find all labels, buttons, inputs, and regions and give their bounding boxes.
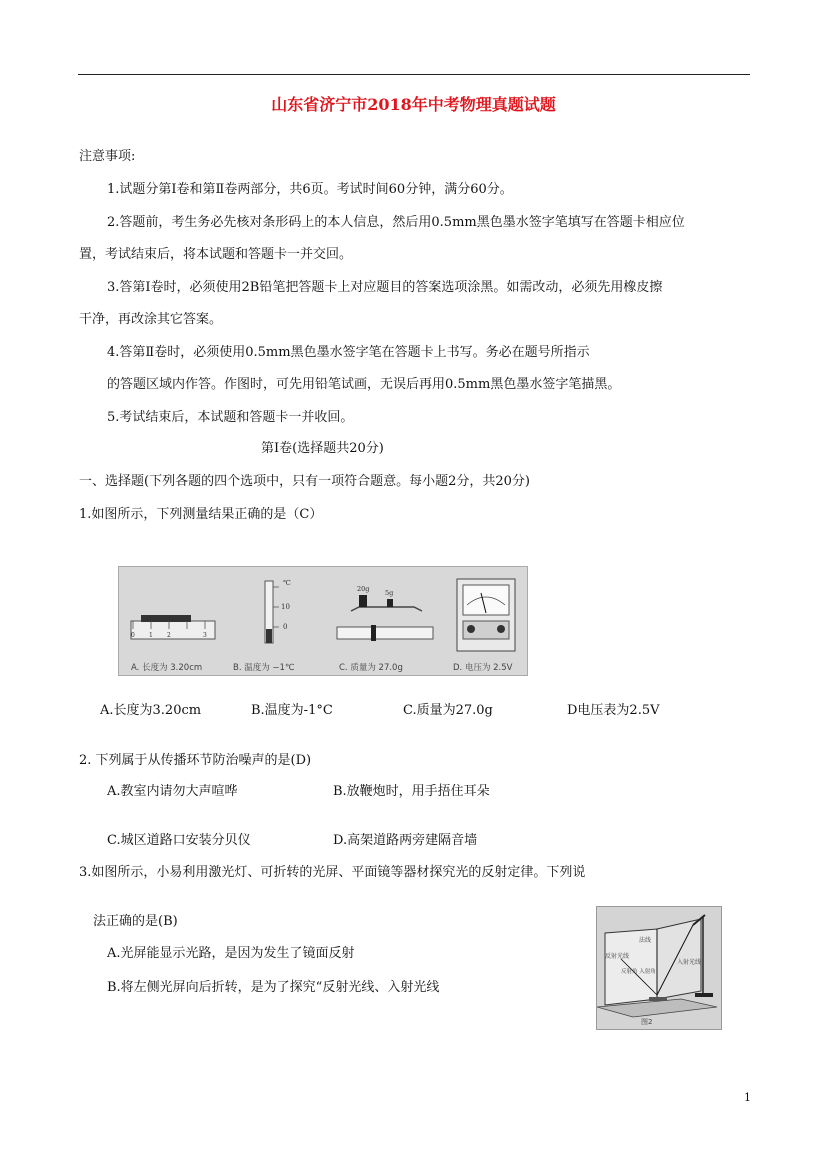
notice-item-2-line-1: 2.答题前，考生务必先核对条形码上的本人信息，然后用0.5mm黑色墨水签字笔填写在答题卡相应位 (107, 215, 685, 230)
notice-item-3-line-2: 干净，再改涂其它答案。 (79, 312, 223, 327)
fig3-label-incident: 入射光线 (677, 959, 702, 966)
q2-option-a: A.教室内请勿大声喧哗 (107, 784, 238, 799)
notice-heading: 注意事项: (79, 149, 136, 164)
q3-stem-line-1: 3.如图所示，小易利用激光灯、可折转的光屏、平面镜等器材探究光的反射定律。下列说 (79, 865, 586, 880)
ruler-num: 3 (203, 632, 207, 639)
section-title: 第Ⅰ卷(选择题共20分) (261, 441, 384, 456)
page-title: 山东省济宁市2018年中考物理真题试题 (271, 95, 556, 114)
q2-option-c: C.城区道路口安装分贝仪 (107, 833, 251, 848)
weight-5g-label: 5g (385, 589, 394, 597)
fig3-label-reflected: 反射光线 (605, 953, 630, 960)
ruler-num: 1 (149, 632, 153, 639)
q3-stem-line-2: 法正确的是(B) (93, 914, 178, 929)
fig3-label-normal: 法线 (639, 937, 652, 944)
measurement-instruments-illustration (119, 567, 527, 675)
fig-caption-c: C. 质量为 27.0g (339, 663, 403, 673)
q1-option-a: A.长度为3.20cm (100, 703, 202, 718)
q3-option-b: B.将左侧光屏向后折转，是为了探究“反射光线、入射光线 (107, 980, 440, 995)
reflection-experiment-illustration (597, 907, 721, 1029)
page-number: 1 (744, 1091, 751, 1104)
thermo-0: 0 (283, 623, 288, 631)
q1-option-c: C.质量为27.0g (403, 703, 493, 718)
q3-option-a: A.光屏能显示光路，是因为发生了镜面反射 (107, 946, 355, 961)
q1-figure (118, 566, 528, 676)
weight-20g-label: 20g (357, 585, 370, 593)
fig3-label-angle: 反射角 入射角 (621, 969, 656, 975)
thermo-10: 10 (281, 603, 290, 611)
q1-option-b: B.温度为-1°C (251, 703, 333, 718)
ruler-num: 2 (167, 632, 171, 639)
fig-caption-b: B. 温度为 −1℃ (233, 663, 295, 673)
fig-caption-d: D. 电压为 2.5V (453, 663, 513, 673)
notice-item-2-line-2: 置，考试结束后，将本试题和答题卡一并交回。 (79, 247, 353, 262)
q2-stem: 2. 下列属于从传播环节防治噪声的是(D) (79, 753, 312, 768)
q1-stem: 1.如图所示，下列测量结果正确的是（C） (79, 507, 323, 522)
notice-item-4-line-2: 的答题区域内作答。作图时，可先用铅笔试画，无误后再用0.5mm黑色墨水签字笔描黑。 (107, 377, 621, 392)
notice-item-5: 5.考试结束后，本试题和答题卡一并收回。 (107, 410, 354, 425)
notice-item-1: 1.试题分第Ⅰ卷和第Ⅱ卷两部分，共6页。考试时间60分钟，满分60分。 (107, 182, 513, 197)
q2-option-b: B.放鞭炮时，用手捂住耳朵 (333, 784, 490, 799)
thermo-unit: ℃ (283, 579, 291, 587)
fig3-caption: 图2 (641, 1018, 653, 1026)
q3-figure (596, 906, 722, 1030)
notice-item-4-line-1: 4.答第Ⅱ卷时，必须使用0.5mm黑色墨水签字笔在答题卡上书写。务必在题号所指示 (107, 345, 590, 360)
fig-caption-a: A. 长度为 3.20cm (131, 663, 203, 673)
q1-option-d: D电压表为2.5V (567, 703, 660, 718)
q2-option-d: D.高架道路两旁建隔音墙 (333, 833, 478, 848)
part-heading: 一、选择题(下列各题的四个选项中，只有一项符合题意。每小题2分，共20分) (79, 474, 530, 489)
header-rule (78, 74, 750, 75)
ruler-num: 0 (131, 632, 135, 639)
notice-item-3-line-1: 3.答第Ⅰ卷时，必须使用2B铅笔把答题卡上对应题目的答案选项涂黑。如需改动，必须先用橡皮擦 (107, 280, 663, 295)
